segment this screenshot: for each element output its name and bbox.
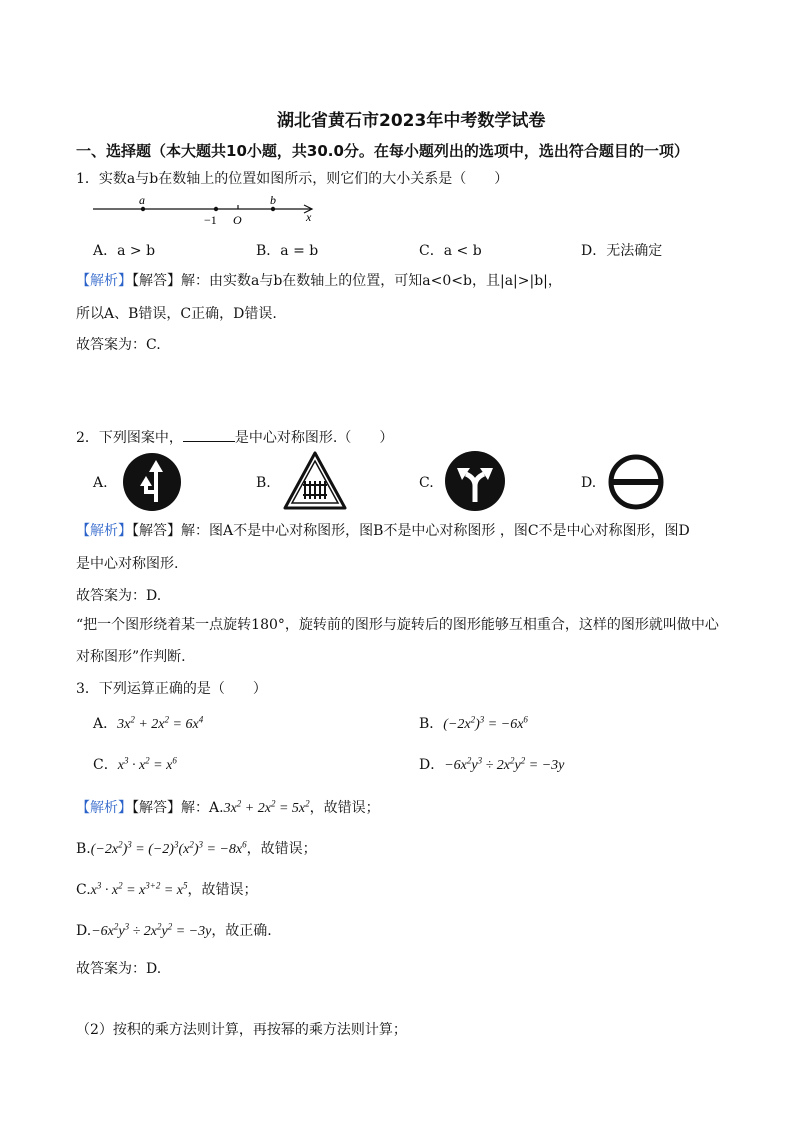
q3-sol-a-pre: 解：A.	[181, 800, 224, 816]
axis-label-x: x	[306, 210, 312, 224]
q1-solution-line1	[76, 270, 562, 290]
axis-label-a: a	[139, 194, 145, 207]
q1-solution-text: 解：由实数a与b在数轴上的位置，可知a<0<b，且|a|>|b|，	[181, 273, 562, 289]
turn-left-right-sign-icon[interactable]	[444, 450, 506, 512]
answer-tag: 【解答】	[132, 800, 181, 816]
axis-label-neg1: −1	[204, 213, 217, 227]
q3-option-d-formula: $-6x^2y^3 \div 2x^2y^2 = -3y$	[444, 755, 565, 773]
no-entry-sign-icon[interactable]	[608, 454, 664, 510]
answer-tag: 【解答】	[132, 273, 181, 289]
q3-sol-c-pre: C.	[76, 882, 91, 898]
q3-option-c-formula: $x^3 \cdot x^2 = x^6$	[117, 755, 177, 773]
q3-option-d-label: D．	[419, 757, 445, 773]
q1-option-a[interactable]: A．a > b	[93, 243, 156, 259]
q1-option-b[interactable]: B．a = b	[256, 243, 319, 259]
q2-stem-pre: 2．下列图案中，	[76, 430, 183, 446]
q2-solution-line2: 是中心对称图形.	[76, 556, 179, 572]
q3-option-b[interactable]	[419, 713, 528, 733]
q3-sol-b-verdict: ，故错误；	[246, 841, 317, 857]
q3-option-b-label: B．	[419, 716, 444, 732]
axis-label-b: b	[270, 194, 276, 207]
analysis-tag: 【解析】	[76, 523, 132, 539]
q3-sol-a-verdict: ，故错误；	[309, 800, 380, 816]
q1-stem: 1．实数a与b在数轴上的位置如图所示，则它们的大小关系是（ ）	[76, 171, 509, 187]
q2-stem	[76, 427, 393, 447]
page-title: 湖北省黄石市2023年中考数学试卷	[277, 111, 546, 131]
q3-solution-a	[76, 797, 380, 817]
q2-note-line2: 对称图形”作判断.	[76, 649, 186, 665]
q3-answer: 故答案为：D.	[76, 961, 162, 977]
q3-option-a[interactable]	[93, 713, 203, 733]
turn-left-straight-sign-icon[interactable]	[122, 452, 182, 512]
q3-sol-d-formula: $-6x^2y^3 \div 2x^2y^2 = -3y$	[91, 921, 212, 939]
q3-solution-d	[76, 920, 272, 940]
q3-option-a-label: A．	[93, 716, 118, 732]
analysis-tag: 【解析】	[76, 800, 132, 816]
q3-option-a-formula: $3x^2 + 2x^2 = 6x^4$	[117, 714, 204, 732]
q1-option-d[interactable]: D．无法确定	[581, 243, 663, 259]
q2-note-line1: “把一个图形绕着某一点旋转180°，旋转前的图形与旋转后的图形能够互相重合，这样的图形就叫做中心	[76, 617, 719, 633]
q3-option-d[interactable]	[419, 754, 564, 774]
q2-solution-text: 解：图A不是中心对称图形，图B不是中心对称图形 ，图C不是中心对称图形，图D	[181, 523, 690, 539]
q3-sol-c-verdict: ，故错误；	[187, 882, 258, 898]
q3-option-c[interactable]	[93, 754, 177, 774]
q2-option-c-label[interactable]: C.	[419, 475, 434, 491]
q3-sol-d-pre: D.	[76, 923, 92, 939]
q3-solution-b	[76, 838, 317, 858]
section-heading: 一、选择题（本大题共10小题，共30.0分。在每小题列出的选项中，选出符合题目的一项）	[76, 142, 689, 160]
number-line-figure	[90, 194, 330, 230]
analysis-tag: 【解析】	[76, 273, 132, 289]
q3-stem: 3．下列运算正确的是（ ）	[76, 681, 267, 697]
q3-sol-b-pre: B.	[76, 841, 91, 857]
q3-sol-b-formula: $(-2x^2)^3 = (-2)^3(x^2)^3 = -8x^6$	[90, 839, 247, 857]
q3-note: （2）按积的乘方法则计算，再按幂的乘方法则计算；	[76, 1022, 407, 1038]
q3-solution-c	[76, 879, 258, 899]
answer-blank	[183, 429, 235, 442]
q2-option-d-label[interactable]: D.	[581, 475, 597, 491]
q1-solution-line2: 所以A、B错误，C正确，D错误.	[76, 306, 277, 322]
q2-stem-post: 是中心对称图形.（ ）	[234, 430, 394, 446]
q3-sol-c-formula: $x^3 \cdot x^2 = x^{3+2} = x^5$	[90, 880, 188, 898]
railway-crossing-warning-icon[interactable]	[283, 451, 347, 511]
q2-solution-line1	[76, 520, 690, 540]
answer-tag: 【解答】	[132, 523, 181, 539]
q1-answer: 故答案为：C.	[76, 337, 161, 353]
q2-option-b-label[interactable]: B.	[256, 475, 271, 491]
q1-option-c[interactable]: C．a < b	[419, 243, 482, 259]
axis-label-origin: O	[233, 213, 242, 227]
q3-sol-d-verdict: ，故正确.	[211, 923, 272, 939]
q3-option-b-formula: $(-2x^2)^3 = -6x^6$	[443, 714, 528, 732]
q3-option-c-label: C．	[93, 757, 118, 773]
q2-answer: 故答案为：D.	[76, 588, 162, 604]
q2-option-a-label[interactable]: A.	[93, 475, 108, 491]
q3-sol-a-formula: $3x^2 + 2x^2 = 5x^2$	[223, 798, 310, 816]
